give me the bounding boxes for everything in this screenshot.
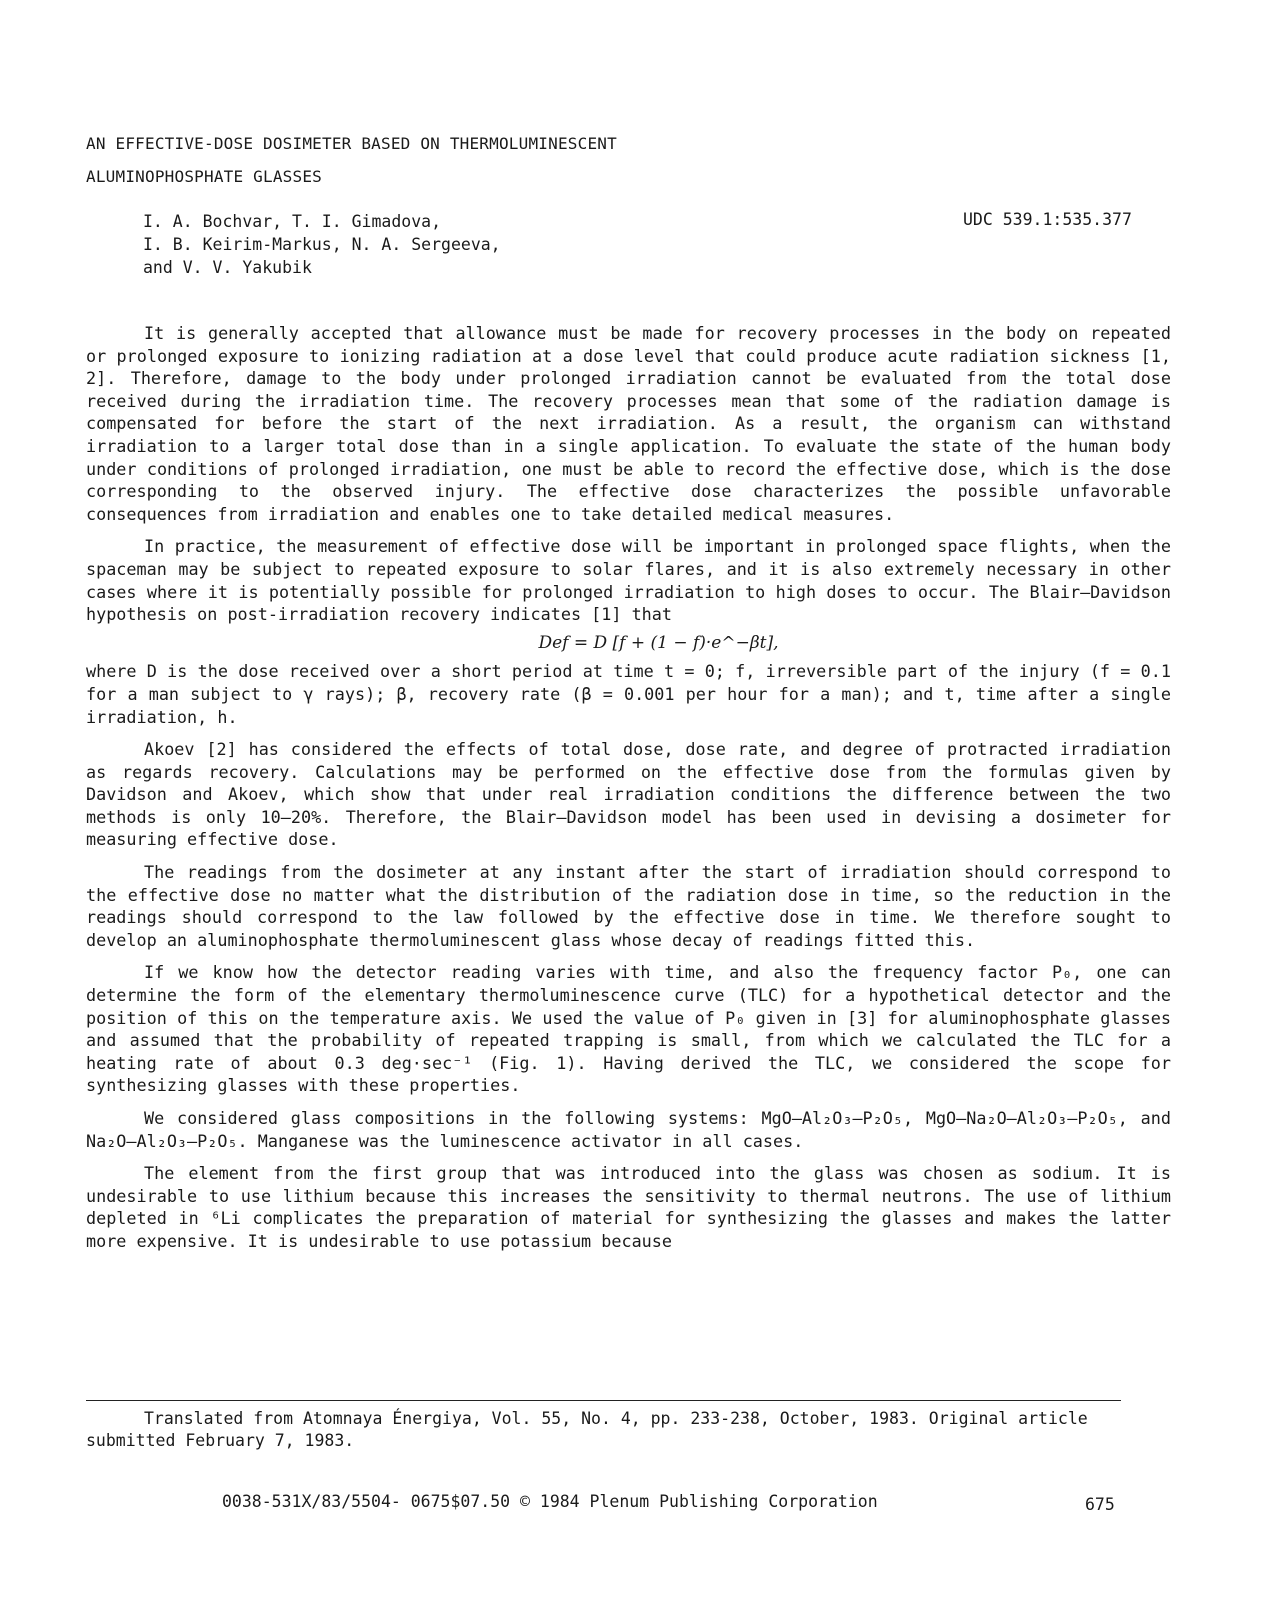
paragraph: If we know how the detector reading varies with time, and also the frequency factor P₀, one can determine the form of the elementary thermoluminescence curve (TLC) for a hypothetical detector and the position of this on the temperature axis. We used the value of P₀ given in [3] for aluminophosphate glasses and assumed that the probability of repeated trapping is small, from which we calculated the TLC for a heating rate of about 0.3 deg·sec⁻¹ (Fig. 1). Having derived the TLC, we considered the scope for synthesizing glasses with these properties.: [86, 962, 1171, 1096]
paragraph: Akoev [2] has considered the effects of total dose, dose rate, and degree of protracted irradiation as regards recovery. Calculations may be performed on the effective dose from the formulas given by Davidson and Akoev, which show that under real irradiation conditions the difference between the two methods is only 10–20%. Therefore, the Blair–Davidson model has been used in devising a dosimeter for measuring effective dose.: [86, 739, 1171, 850]
title-line-1: AN EFFECTIVE-DOSE DOSIMETER BASED ON THERMOLUMINESCENT: [86, 134, 617, 153]
paragraph: where D is the dose received over a short period at time t = 0; f, irreversible part of the injury (f = 0.1 for a man subject to γ rays); β, recovery rate (β = 0.001 per hour for a man); and t, time after a single irradiation, h.: [86, 661, 1171, 727]
publisher-line: 0038-531X/83/5504- 0675$07.50 © 1984 Plenum Publishing Corporation: [222, 1492, 878, 1511]
article-body: [86, 322, 1171, 1263]
paragraph: The readings from the dosimeter at any instant after the start of irradiation should correspond to the effective dose no matter what the distribution of the radiation dose in time, so the reduction in the readings should correspond to the law followed by the effective dose in time. We therefore sought to develop an aluminophosphate thermoluminescent glass whose decay of readings fitted this.: [86, 862, 1171, 950]
equation: Def = D [f + (1 − f)·e^−βt],: [538, 632, 779, 653]
footnote: Translated from Atomnaya Énergiya, Vol. 55, No. 4, pp. 233-238, October, 1983. Original article submitted February 7, 1983.: [86, 1409, 1088, 1450]
udc-code: UDC 539.1:535.377: [963, 210, 1132, 229]
author-line: I. A. Bochvar, T. I. Gimadova,: [143, 212, 442, 231]
author-line: I. B. Keirim-Markus, N. A. Sergeeva,: [143, 235, 501, 254]
paragraph: The element from the first group that was introduced into the glass was chosen as sodium. It is undesirable to use lithium because this increases the sensitivity to thermal neutrons. The use of lithium depleted in ⁶Li complicates the preparation of material for synthesizing the glasses and makes the latter more expensive. It is undesirable to use potassium because: [86, 1163, 1171, 1251]
authors: [143, 210, 501, 279]
paragraph: In practice, the measurement of effective dose will be important in prolonged space flights, when the spaceman may be subject to repeated exposure to solar flares, and it is also extremely necessary in other cases where it is potentially possible for prolonged irradiation to high doses to occur. The Blair–Davidson hypothesis on post-irradiation recovery indicates [1] that: [86, 536, 1171, 625]
author-line: and V. V. Yakubik: [143, 258, 312, 277]
paragraph: We considered glass compositions in the following systems: MgO–Al₂O₃–P₂O₅, MgO–Na₂O–Al₂O₃–P₂O₅, and Na₂O–Al₂O₃–P₂O₅. Manganese was the luminescence activator in all cases.: [86, 1108, 1171, 1151]
title-line-2: ALUMINOPHOSPHATE GLASSES: [86, 167, 322, 186]
paragraph: It is generally accepted that allowance must be made for recovery processes in the body on repeated or prolonged exposure to ionizing radiation at a dose level that could produce acute radiation sickness [1, 2]. Therefore, damage to the body under prolonged irradiation cannot be evaluated from the total dose received during the irradiation time. The recovery processes mean that some of the radiation damage is compensated for before the start of the next irradiation. As a result, the organism can withstand irradiation to a larger total dose than in a single application. To evaluate the state of the human body under conditions of prolonged irradiation, one must be able to record the effective dose, which is the dose corresponding to the observed injury. The effective dose characterizes the possible unfavorable consequences from irradiation and enables one to take detailed medical measures.: [86, 323, 1171, 524]
footnote-divider: [86, 1400, 1121, 1401]
page-number: 675: [1085, 1495, 1115, 1514]
